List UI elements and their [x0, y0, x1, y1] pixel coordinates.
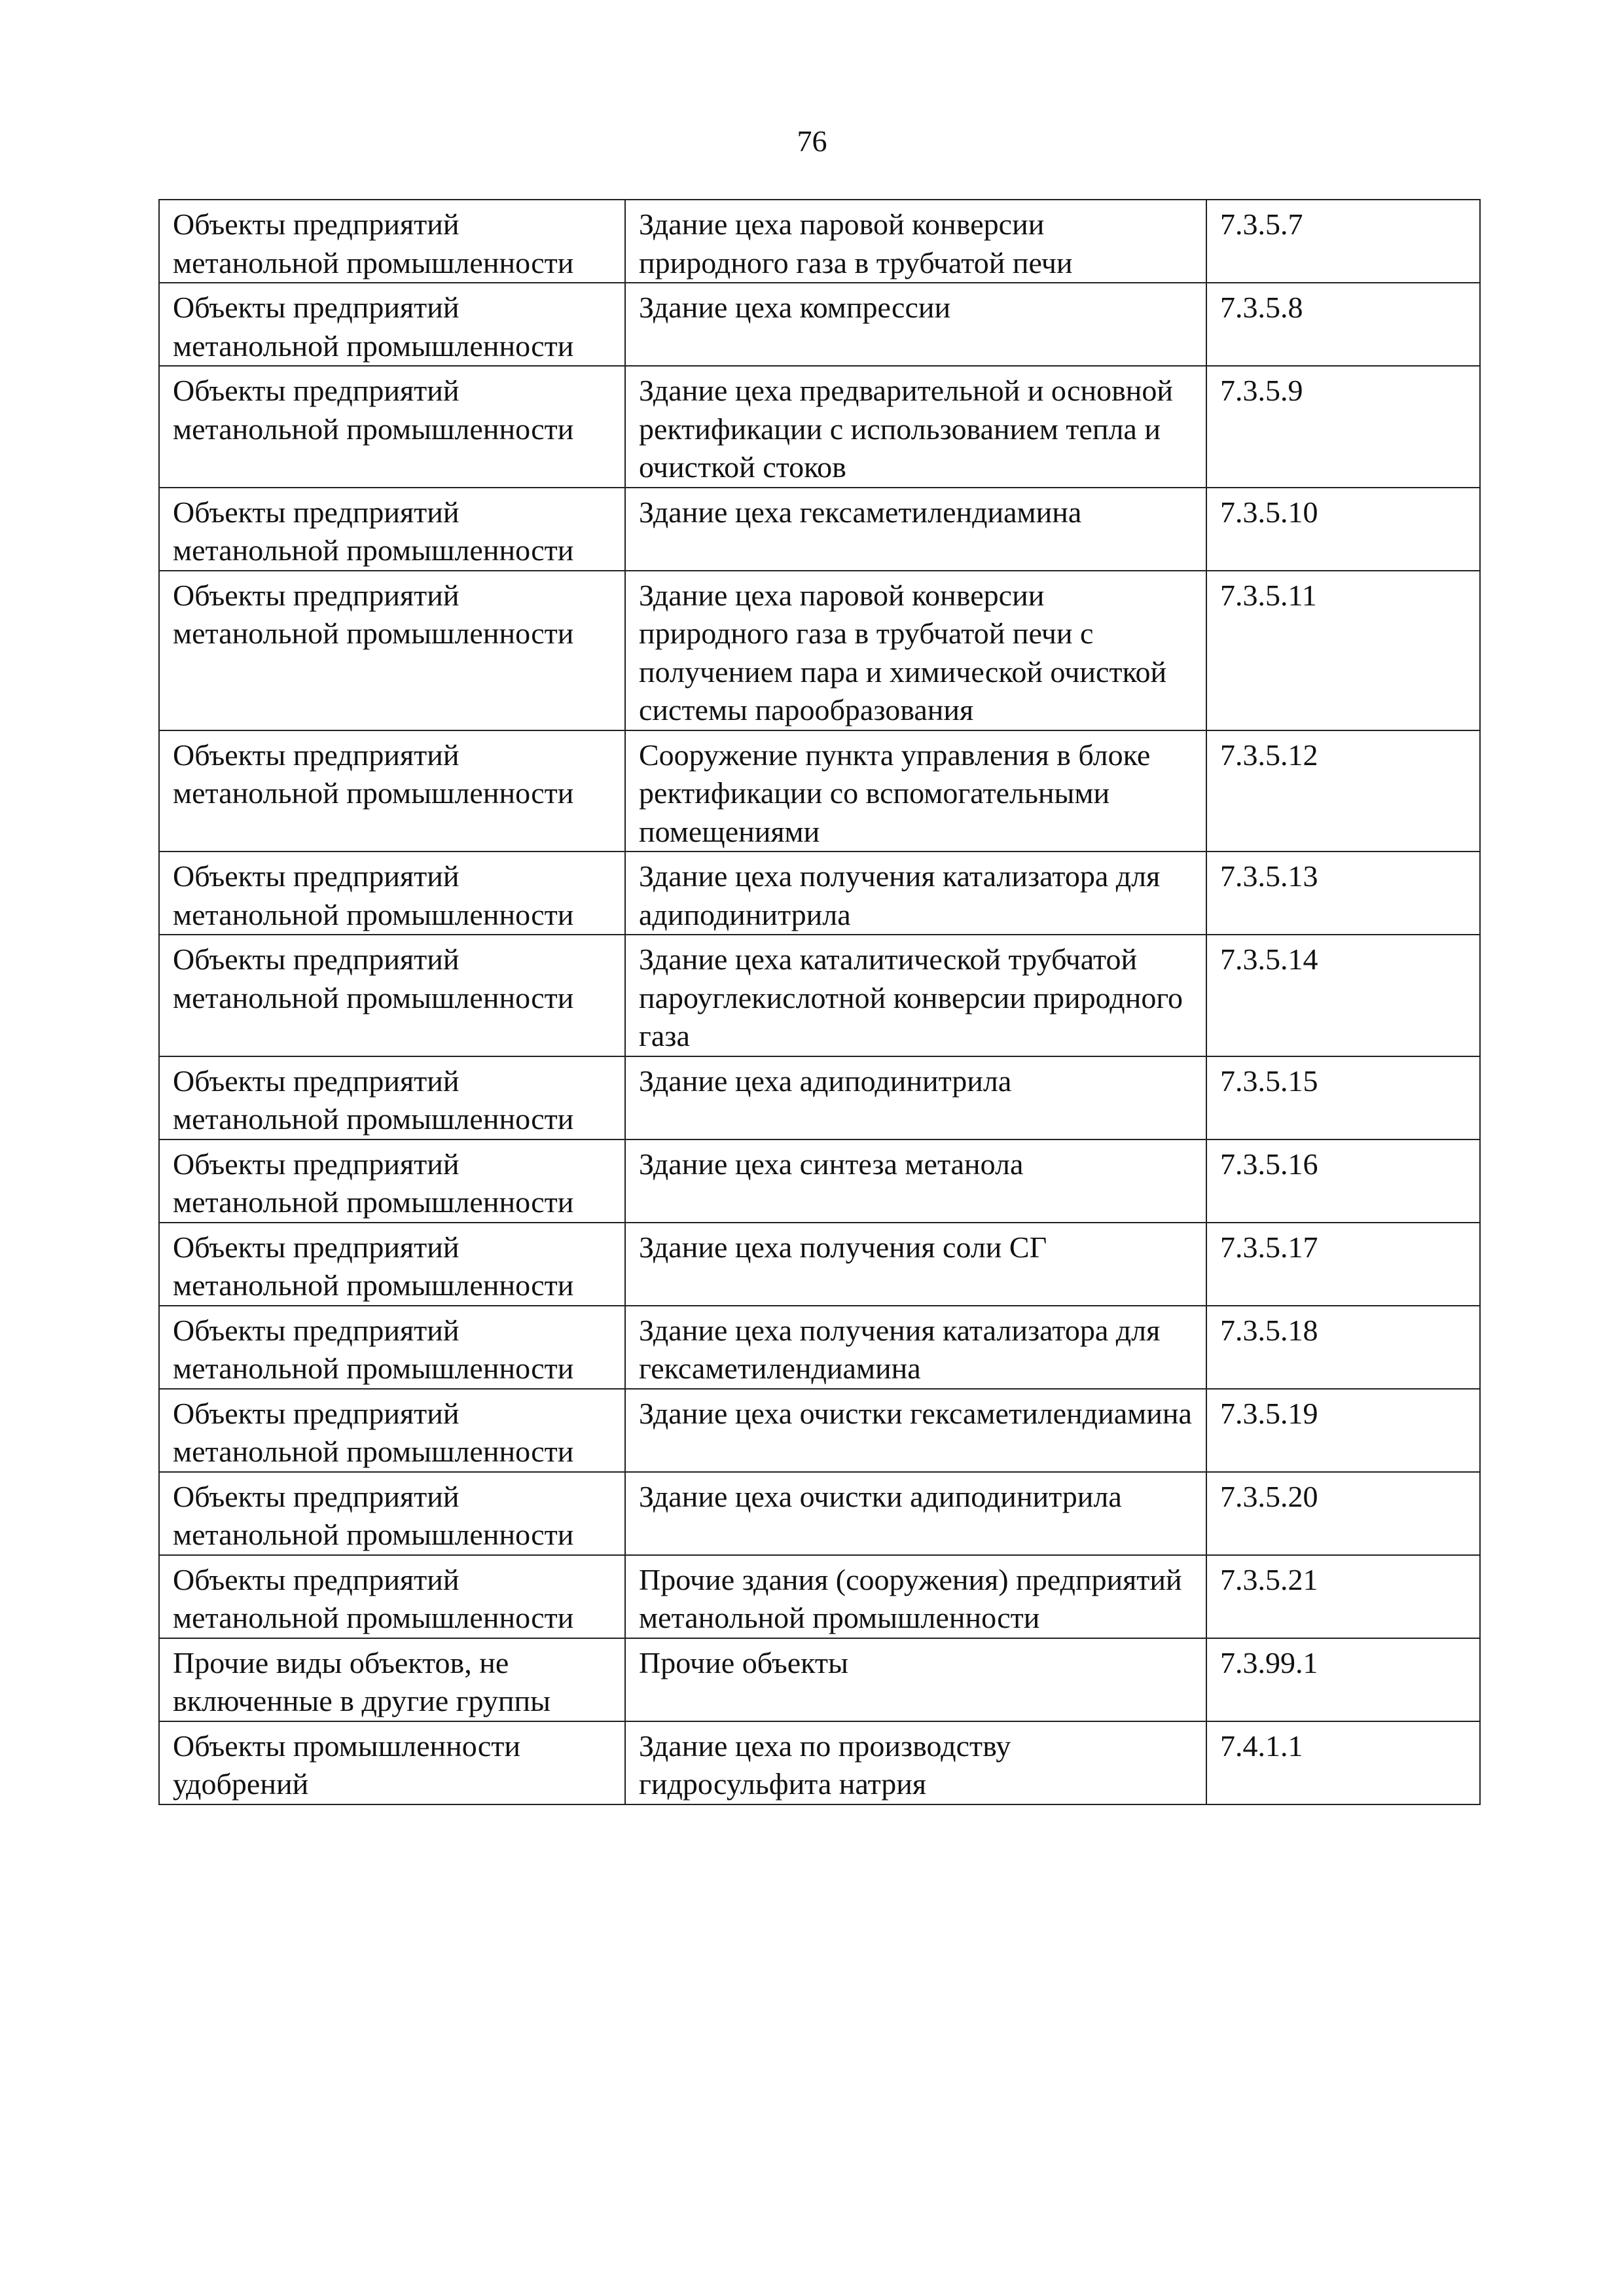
- table-row: [159, 1306, 1480, 1389]
- category-cell: Объекты предприятий метанольной промышленности: [159, 571, 625, 730]
- category-cell: Объекты предприятий метанольной промышленности: [159, 935, 625, 1056]
- object-name-cell: Здание цеха предварительной и основной ректификации с использованием тепла и очисткой стоков: [625, 366, 1206, 488]
- category-cell: Объекты предприятий метанольной промышленности: [159, 1555, 625, 1638]
- object-name-cell: Здание цеха очистки гексаметилендиамина: [625, 1389, 1206, 1472]
- code-cell: 7.3.5.17: [1206, 1223, 1480, 1306]
- category-cell: Объекты предприятий метанольной промышленности: [159, 1056, 625, 1139]
- code-cell: 7.3.5.9: [1206, 366, 1480, 488]
- code-cell: 7.3.5.7: [1206, 200, 1480, 283]
- table-row: [159, 1056, 1480, 1139]
- table-row: [159, 1638, 1480, 1721]
- object-name-cell: Здание цеха получения катализатора для адиподинитрила: [625, 852, 1206, 935]
- object-name-cell: Здание цеха синтеза метанола: [625, 1139, 1206, 1223]
- table-row: [159, 366, 1480, 488]
- code-cell: 7.3.5.12: [1206, 730, 1480, 852]
- object-name-cell: Здание цеха получения катализатора для гексаметилендиамина: [625, 1306, 1206, 1389]
- category-cell: Объекты предприятий метанольной промышленности: [159, 1139, 625, 1223]
- table-row: [159, 488, 1480, 571]
- classification-table: [158, 199, 1481, 1805]
- object-name-cell: Здание цеха каталитической трубчатой пароуглекислотной конверсии природного газа: [625, 935, 1206, 1056]
- category-cell: Объекты предприятий метанольной промышленности: [159, 730, 625, 852]
- object-name-cell: Здание цеха компрессии: [625, 283, 1206, 366]
- table-row: [159, 1389, 1480, 1472]
- code-cell: 7.3.5.14: [1206, 935, 1480, 1056]
- table-row: [159, 1139, 1480, 1223]
- category-cell: Объекты предприятий метанольной промышленности: [159, 488, 625, 571]
- code-cell: 7.3.5.11: [1206, 571, 1480, 730]
- code-cell: 7.3.5.19: [1206, 1389, 1480, 1472]
- table-row: [159, 1721, 1480, 1804]
- code-cell: 7.3.5.18: [1206, 1306, 1480, 1389]
- code-cell: 7.4.1.1: [1206, 1721, 1480, 1804]
- category-cell: Объекты промышленности удобрений: [159, 1721, 625, 1804]
- code-cell: 7.3.5.21: [1206, 1555, 1480, 1638]
- category-cell: Объекты предприятий метанольной промышленности: [159, 283, 625, 366]
- category-cell: Объекты предприятий метанольной промышленности: [159, 1223, 625, 1306]
- page-number: 76: [797, 124, 827, 158]
- category-cell: Объекты предприятий метанольной промышленности: [159, 1306, 625, 1389]
- object-name-cell: Здание цеха адиподинитрила: [625, 1056, 1206, 1139]
- table-row: [159, 200, 1480, 283]
- category-cell: Объекты предприятий метанольной промышленности: [159, 200, 625, 283]
- category-cell: Объекты предприятий метанольной промышленности: [159, 366, 625, 488]
- category-cell: Объекты предприятий метанольной промышленности: [159, 852, 625, 935]
- object-name-cell: Сооружение пункта управления в блоке ректификации со вспомогательными помещениями: [625, 730, 1206, 852]
- table-row: [159, 852, 1480, 935]
- object-name-cell: Здание цеха очистки адиподинитрила: [625, 1472, 1206, 1555]
- object-name-cell: Здание цеха паровой конверсии природного газа в трубчатой печи с получением пара и химической очисткой системы парообразования: [625, 571, 1206, 730]
- category-cell: Прочие виды объектов, не включенные в другие группы: [159, 1638, 625, 1721]
- table-row: [159, 730, 1480, 852]
- object-name-cell: Здание цеха паровой конверсии природного газа в трубчатой печи: [625, 200, 1206, 283]
- table-row: [159, 571, 1480, 730]
- code-cell: 7.3.5.16: [1206, 1139, 1480, 1223]
- category-cell: Объекты предприятий метанольной промышленности: [159, 1472, 625, 1555]
- object-name-cell: Здание цеха по производству гидросульфита натрия: [625, 1721, 1206, 1804]
- category-cell: Объекты предприятий метанольной промышленности: [159, 1389, 625, 1472]
- table-row: [159, 935, 1480, 1056]
- object-name-cell: Прочие здания (сооружения) предприятий метанольной промышленности: [625, 1555, 1206, 1638]
- table-row: [159, 283, 1480, 366]
- object-name-cell: Здание цеха гексаметилендиамина: [625, 488, 1206, 571]
- code-cell: 7.3.99.1: [1206, 1638, 1480, 1721]
- object-name-cell: Здание цеха получения соли СГ: [625, 1223, 1206, 1306]
- code-cell: 7.3.5.13: [1206, 852, 1480, 935]
- code-cell: 7.3.5.8: [1206, 283, 1480, 366]
- table-row: [159, 1472, 1480, 1555]
- code-cell: 7.3.5.10: [1206, 488, 1480, 571]
- table-row: [159, 1223, 1480, 1306]
- code-cell: 7.3.5.15: [1206, 1056, 1480, 1139]
- object-name-cell: Прочие объекты: [625, 1638, 1206, 1721]
- code-cell: 7.3.5.20: [1206, 1472, 1480, 1555]
- table-row: [159, 1555, 1480, 1638]
